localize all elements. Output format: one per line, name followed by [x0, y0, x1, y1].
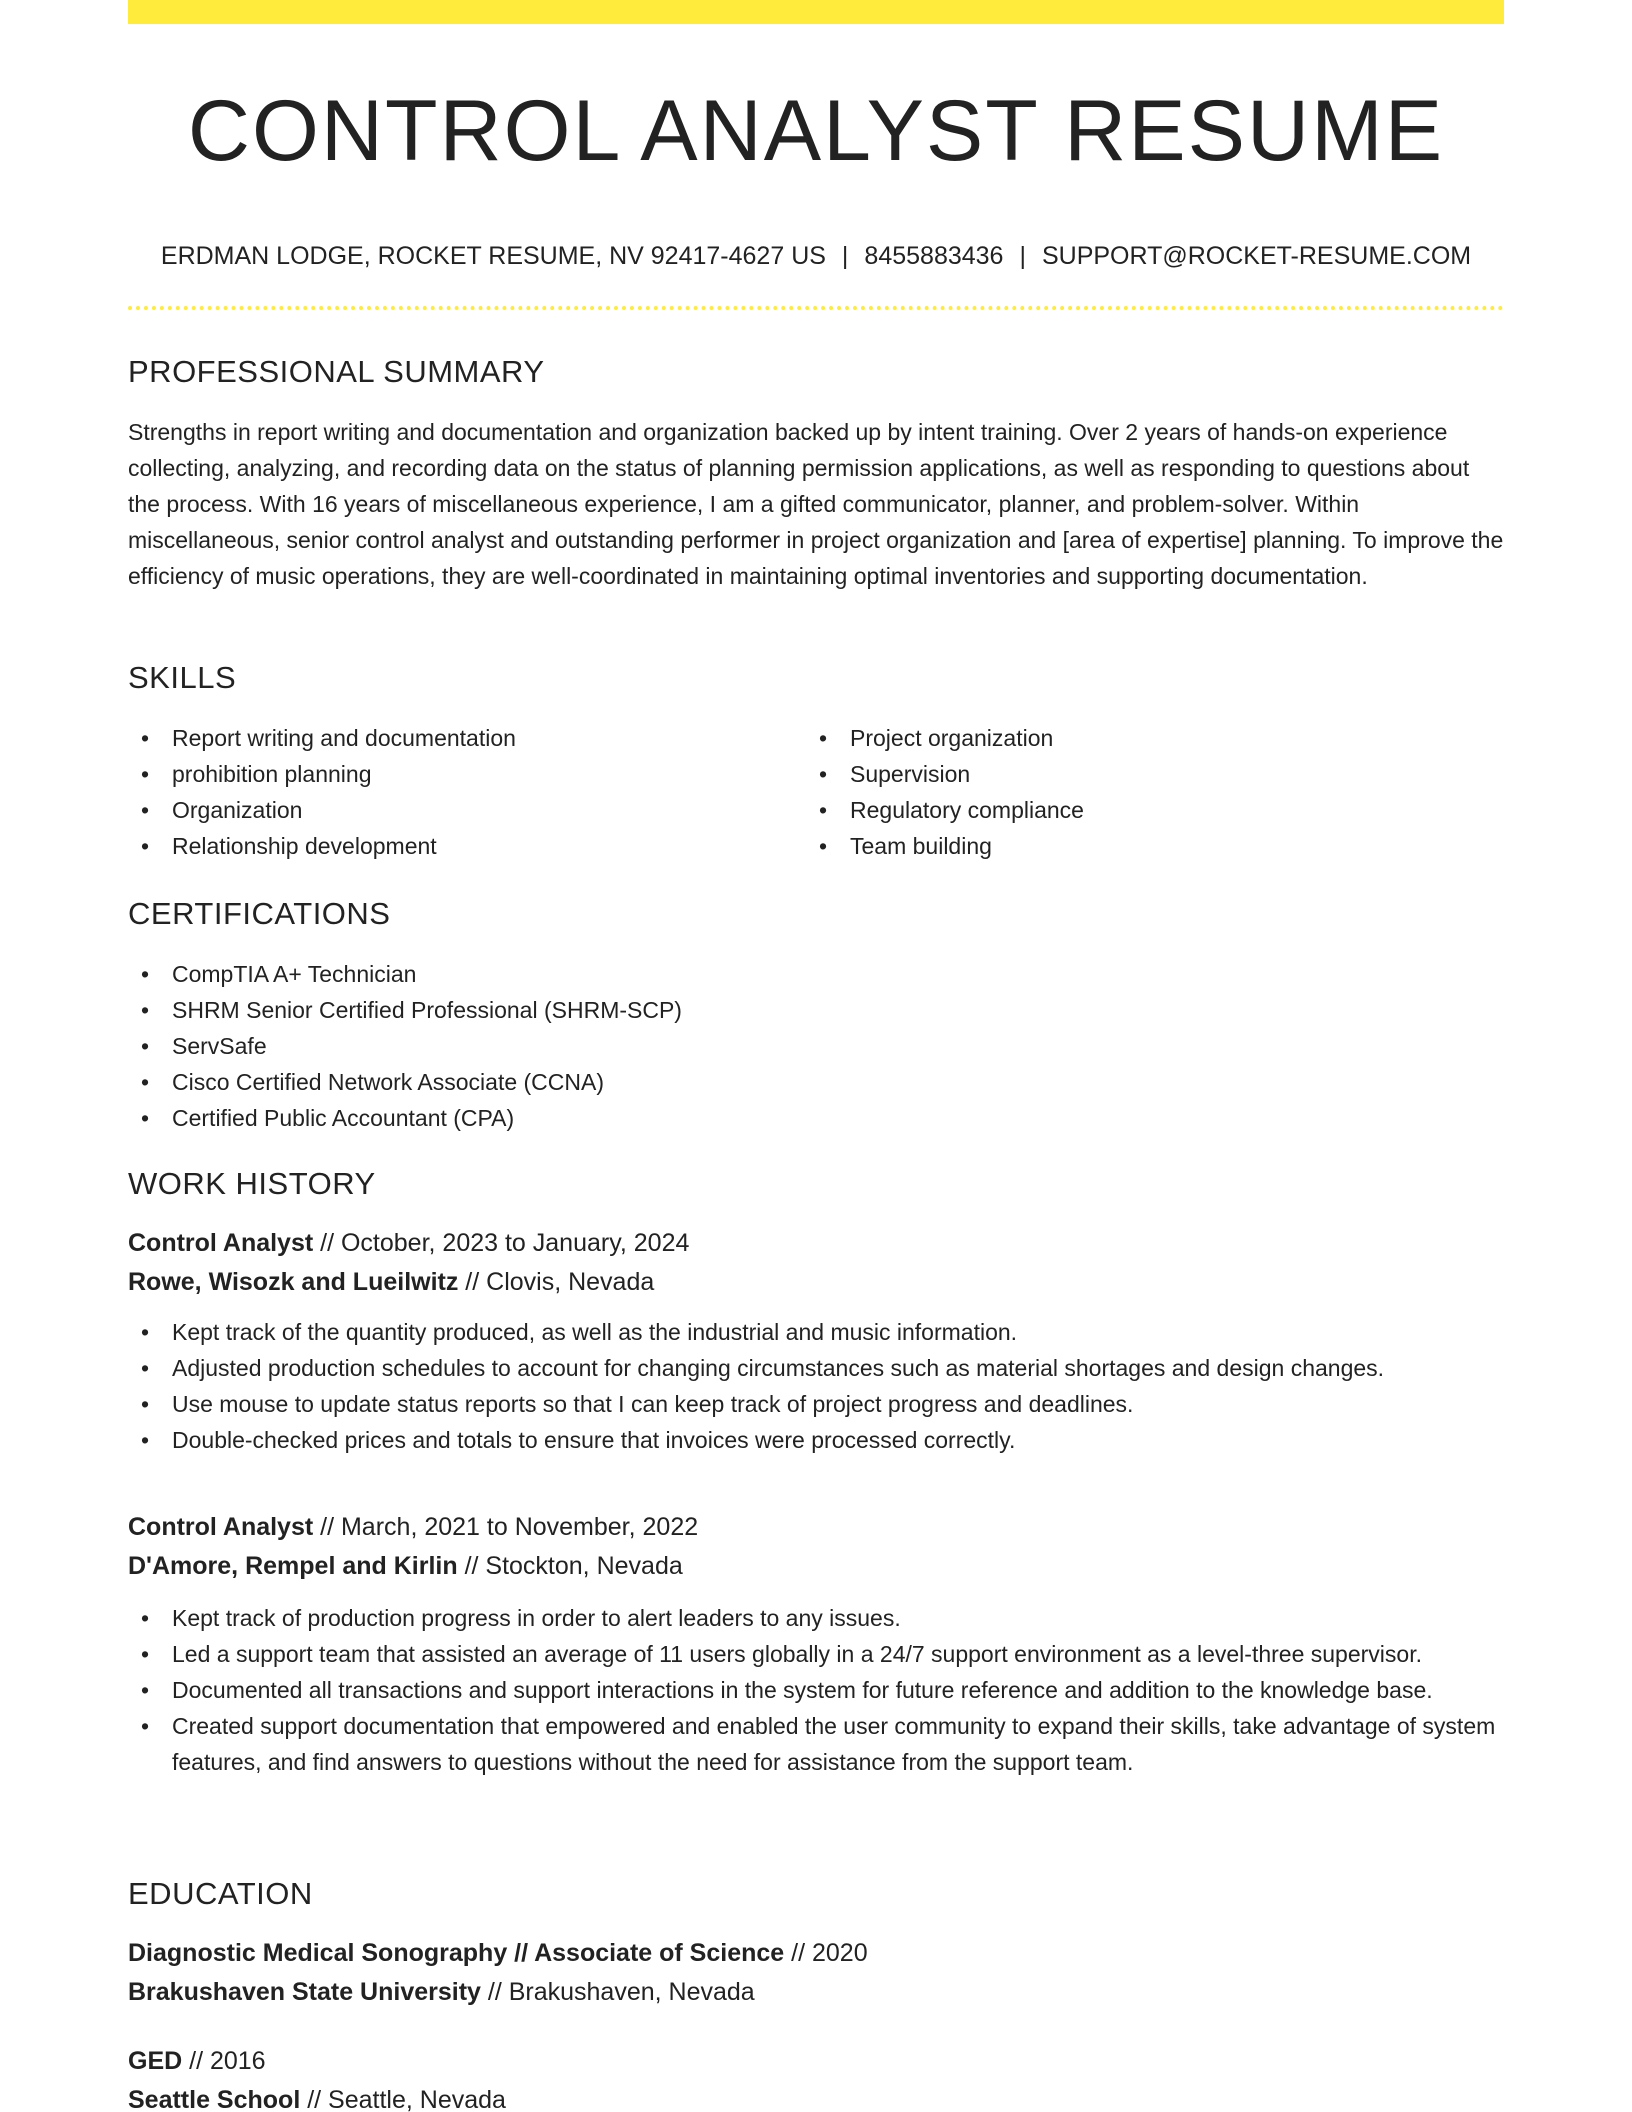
- summary-section: [128, 352, 1504, 594]
- job-title: Control Analyst: [128, 1229, 314, 1257]
- summary-text: Strengths in report writing and documentation and organization backed up by intent training. Over 2 years of hands-on experience collecting, analyzing, and recording data on the status of planning permission applications, as well as responding to questions about the process. With 16 years of miscellaneous experience, I am a gifted communicator, planner, and problem-solver. Within miscellaneous, senior control analyst and outstanding performer in project organization and [area of expertise] planning. To improve the efficiency of music operations, they are well-coordinated in maintaining optimal inventories and supporting documentation.: [128, 419, 1504, 589]
- job-company: Rowe, Wisozk and Lueilwitz: [128, 1268, 459, 1296]
- resume-page: [128, 0, 1504, 2112]
- education-degree-line: [128, 2042, 1504, 2081]
- job-duty: • Kept track of the quantity produced, as well as the industrial and music information.: [128, 1314, 1504, 1350]
- job-entry: [128, 1508, 1504, 1780]
- certification-item: • Cisco Certified Network Associate (CCNA): [128, 1064, 1504, 1100]
- job-duty: • Adjusted production schedules to account for changing circumstances such as material shortages and design changes.: [128, 1350, 1504, 1386]
- education-section: [128, 1874, 1504, 2112]
- job-location: // Stockton, Nevada: [457, 1552, 683, 1580]
- job-entry: [128, 1224, 1504, 1458]
- resume-title: CONTROL ANALYST RESUME: [187, 83, 1445, 179]
- job-duty: • Created support documentation that empowered and enabled the user community to expand their skills, take advantage of system features, and find answers to questions without the need for assistance from the support team.: [128, 1708, 1504, 1780]
- education-school: Brakushaven State University: [128, 1978, 481, 2006]
- job-duties-list: [128, 1600, 1504, 1780]
- education-school: Seattle School: [128, 2086, 301, 2112]
- contact-address: ERDMAN LODGE, ROCKET RESUME, NV 92417-4627 US: [160, 242, 826, 270]
- job-location: // Clovis, Nevada: [458, 1268, 655, 1296]
- job-duty: • Led a support team that assisted an average of 11 users globally in a 24/7 support environment as a level-three supervisor.: [128, 1636, 1504, 1672]
- dotted-divider: [128, 306, 1504, 310]
- work-history-section: [128, 1164, 1504, 1780]
- skills-list-right: [806, 720, 1484, 864]
- contact-separator: |: [1019, 242, 1026, 270]
- job-title-line: [128, 1508, 1504, 1547]
- job-duty: • Use mouse to update status reports so that I can keep track of project progress and deadlines.: [128, 1386, 1504, 1422]
- education-degree: GED: [128, 2047, 183, 2075]
- education-degree: Diagnostic Medical Sonography // Associate of Science: [128, 1939, 785, 1967]
- education-year: // 2020: [784, 1939, 868, 1967]
- job-company-line: [128, 1263, 1504, 1302]
- contact-email: SUPPORT@ROCKET-RESUME.COM: [1041, 242, 1472, 270]
- contact-separator: |: [841, 242, 849, 270]
- certifications-section: [128, 894, 1504, 1136]
- skill-item: • Organization: [128, 792, 806, 828]
- job-dates: // October, 2023 to January, 2024: [313, 1229, 690, 1257]
- skills-list-left: [128, 720, 806, 864]
- job-duty: • Documented all transactions and support interactions in the system for future reference and addition to the knowledge base.: [128, 1672, 1504, 1708]
- education-school-line: [128, 1973, 1504, 2012]
- education-entry: [128, 2042, 1504, 2112]
- certifications-heading: CERTIFICATIONS: [128, 896, 391, 931]
- contact-phone: 8455883436: [864, 242, 1004, 270]
- skills-section: [128, 658, 1504, 864]
- job-duty: • Kept track of production progress in order to alert leaders to any issues.: [128, 1600, 1504, 1636]
- education-degree-line: [128, 1934, 1504, 1973]
- skill-item: • Team building: [806, 828, 1484, 864]
- job-title: Control Analyst: [128, 1513, 314, 1541]
- job-dates: // March, 2021 to November, 2022: [313, 1513, 699, 1541]
- certification-item: • Certified Public Accountant (CPA): [128, 1100, 1504, 1136]
- education-location: // Seattle, Nevada: [300, 2086, 506, 2112]
- job-duty: • Double-checked prices and totals to ensure that invoices were processed correctly.: [128, 1422, 1504, 1458]
- skill-item: • prohibition planning: [128, 756, 806, 792]
- skill-item: • Relationship development: [128, 828, 806, 864]
- skill-item: • Regulatory compliance: [806, 792, 1484, 828]
- certification-item: • CompTIA A+ Technician: [128, 956, 1504, 992]
- education-school-line: [128, 2081, 1504, 2112]
- work-history-heading: WORK HISTORY: [128, 1166, 376, 1201]
- certifications-list: [128, 956, 1504, 1136]
- certification-item: • ServSafe: [128, 1028, 1504, 1064]
- job-title-line: [128, 1224, 1504, 1263]
- skill-item: • Supervision: [806, 756, 1484, 792]
- accent-top-bar: [128, 0, 1504, 24]
- skills-heading: SKILLS: [128, 660, 237, 695]
- education-year: // 2016: [182, 2047, 266, 2075]
- job-duties-list: [128, 1314, 1504, 1458]
- education-entry: [128, 1934, 1504, 2012]
- skill-item: • Report writing and documentation: [128, 720, 806, 756]
- skills-columns: [128, 720, 1504, 864]
- certification-item: • SHRM Senior Certified Professional (SHRM-SCP): [128, 992, 1504, 1028]
- education-location: // Brakushaven, Nevada: [480, 1978, 755, 2006]
- skill-item: • Project organization: [806, 720, 1484, 756]
- education-heading: EDUCATION: [128, 1876, 313, 1911]
- contact-line: [128, 236, 1504, 276]
- summary-heading: PROFESSIONAL SUMMARY: [128, 354, 545, 389]
- job-company: D'Amore, Rempel and Kirlin: [128, 1552, 458, 1580]
- job-company-line: [128, 1547, 1504, 1586]
